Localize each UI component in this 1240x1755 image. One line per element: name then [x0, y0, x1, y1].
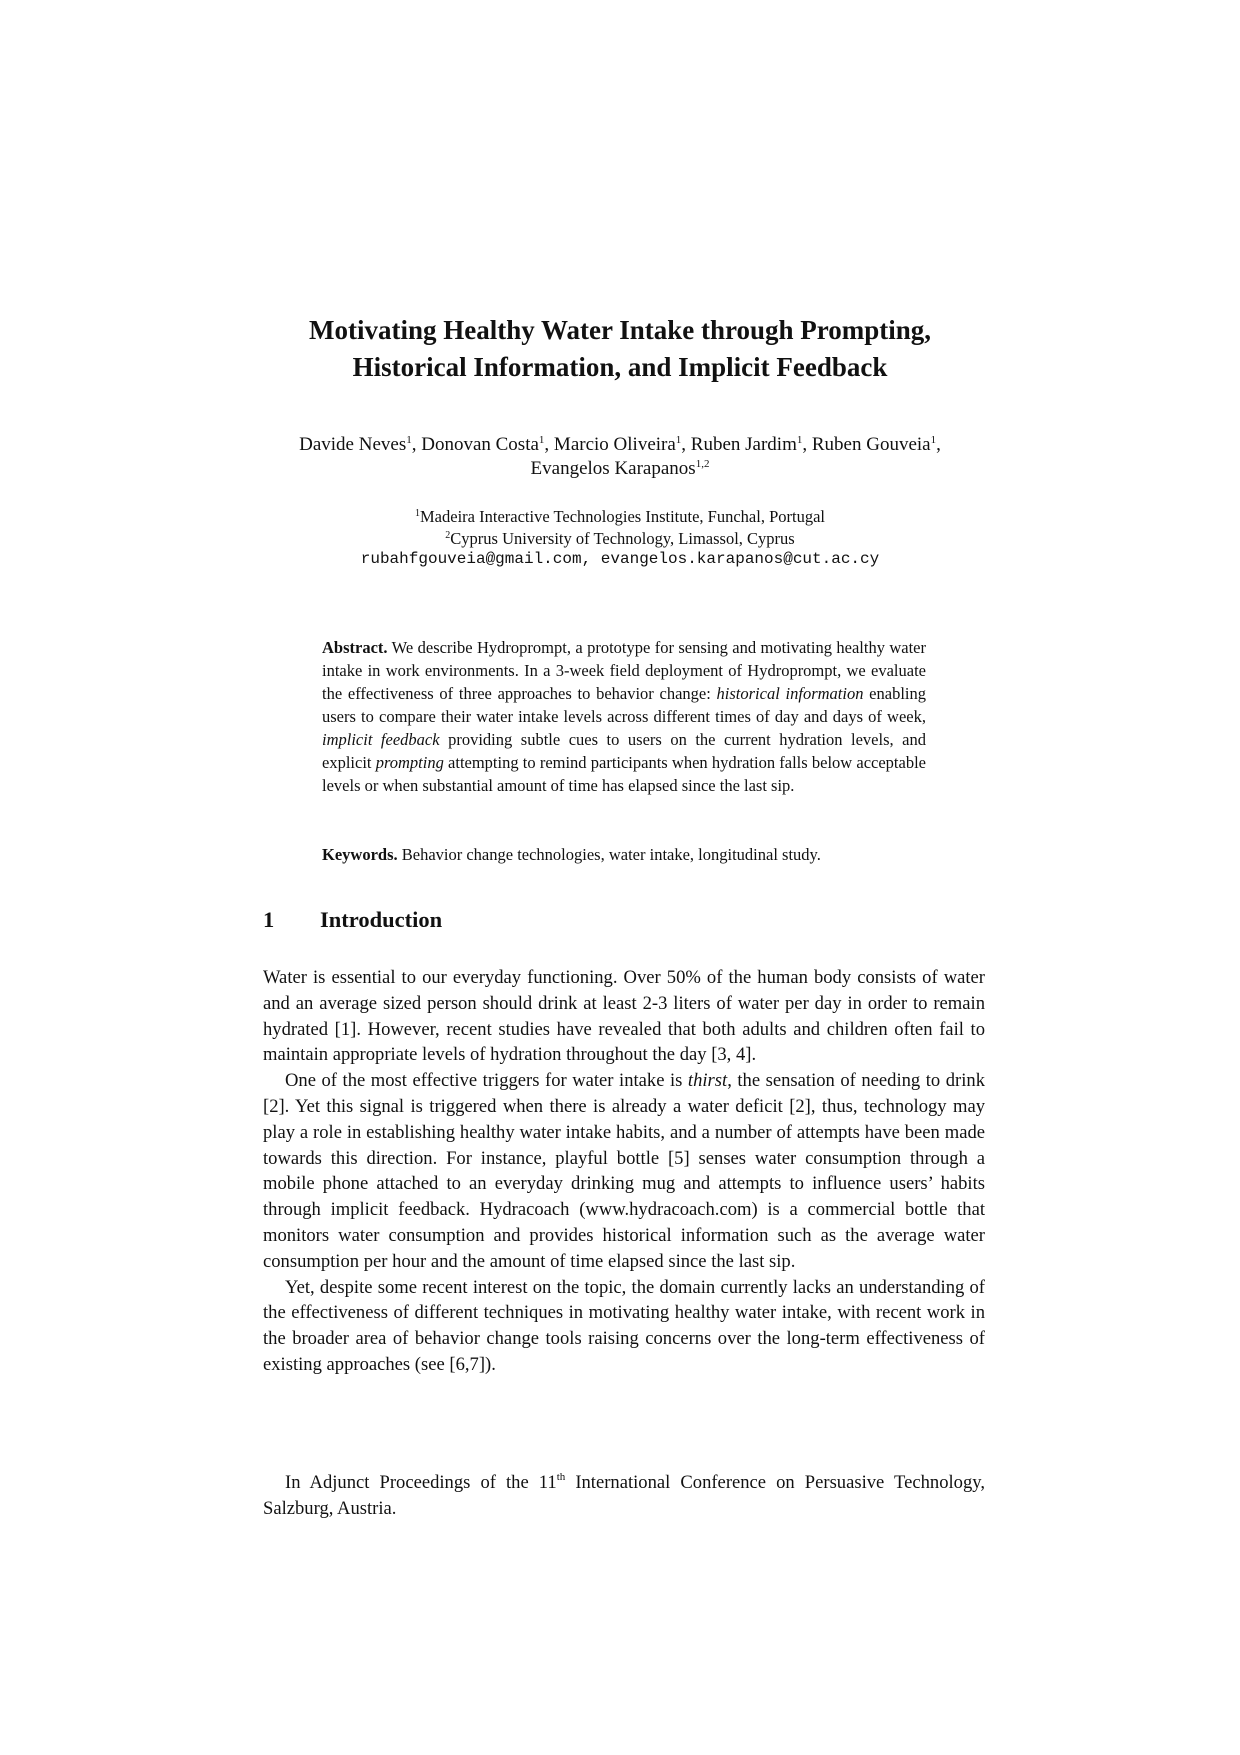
- abstract-text: attempting to remind participants when hydration falls below acceptable levels or when substantial amount of time has elapsed since the last sip.: [322, 753, 927, 795]
- author-affil-mark: 1: [538, 434, 545, 446]
- author-name: Ruben Gouveia: [811, 434, 931, 455]
- author-name: Ruben Jardim: [690, 434, 797, 455]
- affiliation-mark: 2: [445, 529, 451, 541]
- affiliation-1: [0, 506, 1240, 528]
- author-affil-mark: 1,2: [695, 458, 710, 470]
- abstract-text: We describe Hydroprompt, a prototype for sensing and motivating healthy water intake in work environments. In a 3-week field deployment of Hydroprompt, we evaluate the effectiveness of three approaches to behavior change:: [322, 638, 926, 703]
- footnote-text: In Adjunct Proceedings of the 11: [285, 1472, 557, 1493]
- paragraph-1: Water is essential to our everyday functioning. Over 50% of the human body consists of water and an average sized person should drink at least 2-3 liters of water per day in order to remain hydrated [1]. However, recent studies have revealed that both adults and children often fail to maintain appropriate levels of hydration throughout the day [3, 4].: [263, 967, 985, 1066]
- section-heading: [263, 905, 442, 935]
- abstract-text: enabling users to compare their water intake levels across different times of day and days of week,: [322, 684, 926, 726]
- author-name: Marcio Oliveira: [553, 434, 676, 455]
- abstract: [322, 636, 926, 797]
- proceedings-footnote: [263, 1470, 985, 1522]
- title-line-1: Motivating Healthy Water Intake through Prompting,: [308, 315, 932, 345]
- abstract-emphasis: implicit feedback: [322, 730, 440, 749]
- affiliation-text: Cyprus University of Technology, Limassol, Cyprus: [450, 528, 795, 548]
- introduction-body: [263, 965, 985, 1378]
- keywords-label: Keywords.: [322, 845, 398, 864]
- keywords: [322, 843, 926, 866]
- author-separator: ,: [936, 434, 941, 455]
- footnote-ordinal: th: [556, 1471, 566, 1483]
- paragraph-text: One of the most effective triggers for water intake is: [285, 1070, 688, 1092]
- footnote-text: International Conference on Persuasive Technology, Salzburg, Austria.: [263, 1472, 985, 1519]
- author-name: Davide Neves: [299, 434, 407, 455]
- author-affil-mark: 1: [930, 434, 937, 446]
- section-number: 1: [263, 907, 275, 932]
- affiliations: [0, 506, 1240, 571]
- author-emails: rubahfgouveia@gmail.com, evangelos.karapanos@cut.ac.cy: [360, 550, 880, 568]
- author-affil-mark: 1: [675, 434, 682, 446]
- author-separator: ,: [411, 434, 422, 455]
- paper-title: [0, 312, 1240, 386]
- author-list: [0, 433, 1240, 481]
- affiliation-2: [0, 528, 1240, 550]
- author-line-2: [0, 457, 1240, 481]
- abstract-text: providing subtle cues to users on the current hydration levels, and explicit: [322, 730, 926, 772]
- author-affil-mark: 1: [796, 434, 803, 446]
- author-line-1: [0, 433, 1240, 457]
- author-separator: ,: [544, 434, 554, 455]
- paragraph-3: Yet, despite some recent interest on the topic, the domain currently lacks an understanding of the effectiveness of different techniques in motivating healthy water intake, with recent work in the broader area of behavior change tools raising concerns over the long-term effectiveness of existing approaches (see [6,7]).: [263, 1276, 985, 1375]
- author-separator: ,: [681, 434, 691, 455]
- affiliation-mark: 1: [415, 508, 421, 519]
- affiliation-text: Madeira Interactive Technologies Institute, Funchal, Portugal: [420, 507, 825, 526]
- title-line-2: Historical Information, and Implicit Feedback: [352, 352, 888, 382]
- abstract-emphasis: historical information: [716, 684, 864, 703]
- abstract-label: Abstract.: [322, 638, 388, 657]
- author-affil-mark: 1: [406, 434, 412, 446]
- abstract-emphasis: prompting: [375, 753, 444, 772]
- paragraph-emphasis: thirst: [687, 1070, 728, 1092]
- author-name: Evangelos Karapanos: [530, 458, 696, 479]
- paragraph-text: , the sensation of needing to drink [2]. Yet this signal is triggered when there is already a water deficit [2], thus, technology may play a role in establishing healthy water intake habits, and a number of attempts have been made towards this direction. For instance, playful bottle [5] senses water consumption through a mobile phone attached to an everyday drinking mug and attempts to influence users’ habits through implicit feedback. Hydracoach (www.hydracoach.com) is a commercial bottle that monitors water consumption and provides historical information such as the average water consumption per hour and the amount of time elapsed since the last sip.: [263, 1070, 985, 1272]
- paragraph-2: [263, 1068, 985, 1274]
- author-separator: ,: [802, 434, 812, 455]
- keywords-text: Behavior change technologies, water intake, longitudinal study.: [397, 845, 821, 864]
- author-name: Donovan Costa: [421, 434, 539, 455]
- section-title: Introduction: [320, 907, 443, 932]
